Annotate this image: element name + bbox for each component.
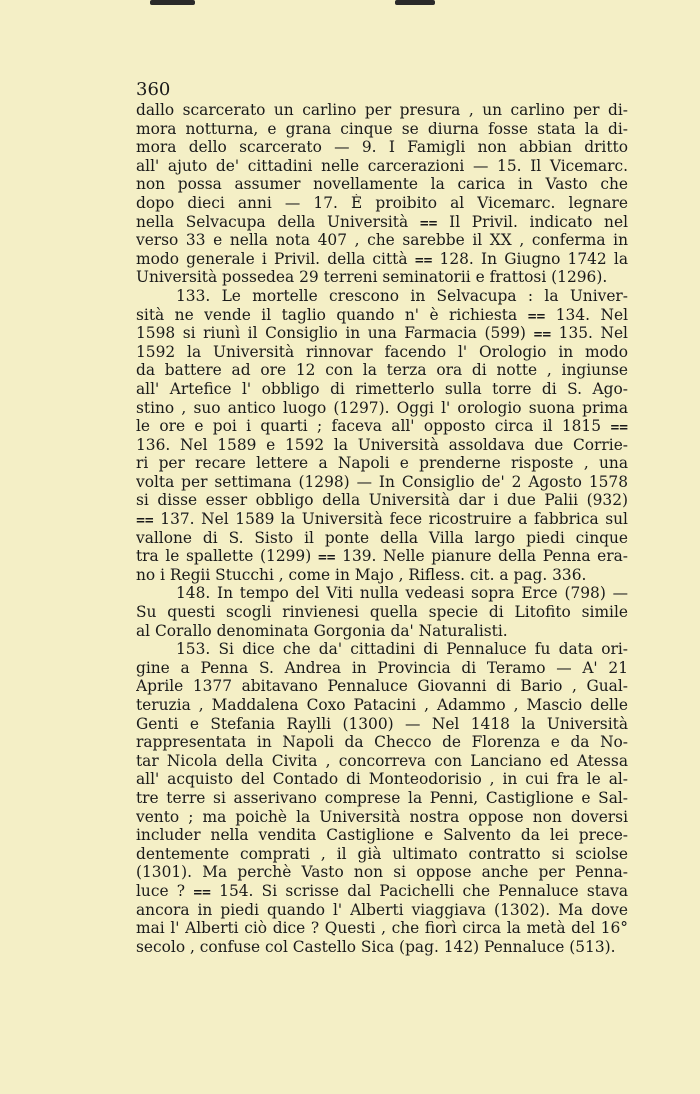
text-line: ri per recare lettere a Napoli e prenderne risposte , una <box>136 454 628 473</box>
text-line: 1592 la Università rinnovar facendo l' Orologio in modo <box>136 342 628 361</box>
text-line: Aprile 1377 abitavano Pennaluce Giovanni di Bario , Gual- <box>136 677 628 696</box>
text-line: al Corallo denominata Gorgonia da' Naturalisti. <box>136 621 508 640</box>
text-line: vento ; ma poichè la Università nostra oppose non doversi <box>136 807 628 826</box>
text-line: ⩵ 137. Nel 1589 la Università fece ricostruire a fabbrica sul <box>136 510 628 529</box>
text-line: dopo dieci anni — 17. È proibito al Vicemarc. legnare <box>136 193 628 212</box>
text-line: luce ? ⩵ 154. Si scrisse dal Pacichelli che Pennaluce stava <box>136 881 628 900</box>
text-line: non possa assumer novellamente la carica in Vasto che <box>136 175 628 194</box>
text-line: 148. In tempo del Viti nulla vedeasi sopra Erce (798) — <box>176 584 628 603</box>
text-line: si disse esser obbligo della Università dar i due Palii (932) <box>136 491 628 510</box>
text-line: tre terre si asserivano comprese la Penni, Castiglione e Sal- <box>136 788 628 807</box>
body-text <box>136 101 628 956</box>
book-page <box>136 78 628 956</box>
text-line: nella Selvacupa della Università ⩵ Il Privil. indicato nel <box>136 212 628 231</box>
text-line: dallo scarcerato un carlino per presura , un carlino per di- <box>136 101 628 119</box>
text-line: tra le spallette (1299) ⩵ 139. Nelle pianure della Penna era- <box>136 547 628 566</box>
paragraph <box>136 101 628 287</box>
text-line: 1598 si riunì il Consiglio in una Farmacia (599) ⩵ 135. Nel <box>136 324 628 343</box>
text-line: ancora in piedi quando l' Alberti viaggiava (1302). Ma dove <box>136 900 628 919</box>
text-line: verso 33 e nella nota 407 , che sarebbe il XX , conferma in <box>136 231 628 250</box>
text-line: rappresentata in Napoli da Checco de Florenza e da No- <box>136 733 628 752</box>
text-line: le ore e poi i quarti ; faceva all' opposto circa il 1815 ⩵ <box>136 417 628 436</box>
text-line: (1301). Ma perchè Vasto non si oppose anche per Penna- <box>136 863 628 882</box>
text-line: modo generale i Privil. della città ⩵ 128. In Giugno 1742 la <box>136 249 628 268</box>
text-line: da battere ad ore 12 con la terza ora di notte , ingiunse <box>136 361 628 380</box>
paragraph <box>136 287 628 585</box>
text-line: includer nella vendita Castiglione e Salvento da lei prece- <box>136 826 628 845</box>
text-line: stino , suo antico luogo (1297). Oggi l' orologio suona prima <box>136 398 628 417</box>
text-line: 153. Si dice che da' cittadini di Pennaluce fu data ori- <box>176 640 628 659</box>
top-edge-mark-right <box>395 0 435 5</box>
text-line: sità ne vende il taglio quando n' è richiesta ⩵ 134. Nel <box>136 305 628 324</box>
paragraph <box>136 640 628 956</box>
text-line: Università possedea 29 terreni seminatorii e frattosi (1296). <box>136 268 608 287</box>
text-line: 136. Nel 1589 e 1592 la Università assoldava due Corrie- <box>136 435 628 454</box>
text-line: teruzia , Maddalena Coxo Patacini , Adammo , Mascio delle <box>136 696 628 714</box>
text-line: gine a Penna S. Andrea in Provincia di Teramo — A' 21 <box>136 658 628 677</box>
text-line: 133. Le mortelle crescono in Selvacupa : la Univer- <box>176 286 628 305</box>
text-line: all' ajuto de' cittadini nelle carcerazioni — 15. Il Vicemarc. <box>136 156 628 175</box>
text-line: dentemente comprati , il già ultimato contratto si sciolse <box>136 844 628 863</box>
text-line: all' acquisto del Contado di Monteodorisio , in cui fra le al- <box>136 770 628 789</box>
text-line: mora notturna, e grana cinque se diurna fosse stata la di- <box>136 119 628 138</box>
text-line: volta per settimana (1298) — In Consiglio de' 2 Agosto 1578 <box>136 472 628 491</box>
text-line: Su questi scogli rinvienesi quella specie di Litofito simile <box>136 603 628 622</box>
text-line: tar Nicola della Civita , concorreva con Lanciano ed Atessa <box>136 751 628 770</box>
page-number: 360 <box>136 79 171 100</box>
text-line: all' Artefice l' obbligo di rimetterlo sulla torre di S. Ago- <box>136 379 628 398</box>
text-line: mora dello scarcerato — 9. I Famigli non abbian dritto <box>136 138 628 157</box>
paragraph <box>136 584 628 640</box>
text-line: vallone di S. Sisto il ponte della Villa largo piedi cinque <box>136 528 628 547</box>
top-edge-mark-left <box>150 0 195 5</box>
text-line: mai l' Alberti ciò dice ? Questi , che fiorì circa la metà del 16° <box>136 919 628 938</box>
text-line: no i Regii Stucchi , come in Majo , Rifless. cit. a pag. 336. <box>136 565 587 584</box>
text-line: Genti e Stefania Raylli (1300) — Nel 1418 la Università <box>136 714 628 733</box>
text-line: secolo , confuse col Castello Sica (pag. 142) Pennaluce (513). <box>136 937 616 956</box>
